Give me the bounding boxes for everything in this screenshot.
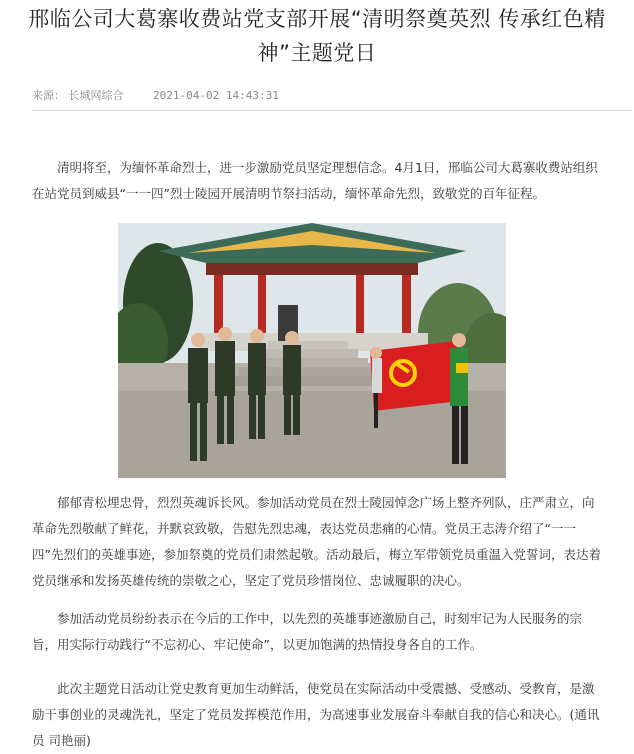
paragraph-1: 清明将至，为缅怀革命烈士，进一步激励党员坚定理想信念。4月1日，邢临公司大葛寨收费站组织在站党员到威县“一一四”烈士陵园开展清明节祭扫活动，缅怀革命先烈，致敬党的百年征程。 [32,160,598,201]
paragraph-2: 郁郁青松埋忠骨，烈烈英魂诉长风。参加活动党员在烈士陵园悼念广场上整齐列队，庄严肃立，向革命先烈敬献了鲜花，并默哀致敬，告慰先烈忠魂，表达党员悲痛的心情。党员王志涛介绍了“一一四”先烈们的英雄事迹，参加祭奠的党员们肃然起敬。活动最后，梅立军带领党员重温入党誓词，表达着党员继承和发扬英雄传统的崇敬之心，坚定了党员珍惜岗位、忠诚履职的决心。 [32,495,601,588]
publish-datetime: 2021-04-02 14:43:31 [153,89,279,102]
source-label: 来源： [32,89,65,102]
paragraph-3: 参加活动党员纷纷表示在今后的工作中，以先烈的英雄事迹激励自己，时刻牢记为人民服务的宗旨，用实际行动践行“不忘初心、牢记使命”，以更加饱满的热情投身各自的工作。 [32,611,583,652]
article-photo [118,223,506,478]
article-title: 邢临公司大葛寨收费站党支部开展“清明祭奠英烈 传承红色精神”主题党日 [28,7,606,65]
article-meta [32,87,279,103]
source-name: 长城网综合 [68,89,124,102]
paragraph-4: 此次主题党日活动让党史教育更加生动鲜活，使党员在实际活动中受震撼、受感动、受教育，是激励干事创业的灵魂洗礼，坚定了党员发挥模范作用，为高速事业发展奋斗奉献自我的信心和决心。(通讯员 司艳丽) [32,681,600,748]
photo-image [118,223,506,478]
header-divider [32,110,632,111]
